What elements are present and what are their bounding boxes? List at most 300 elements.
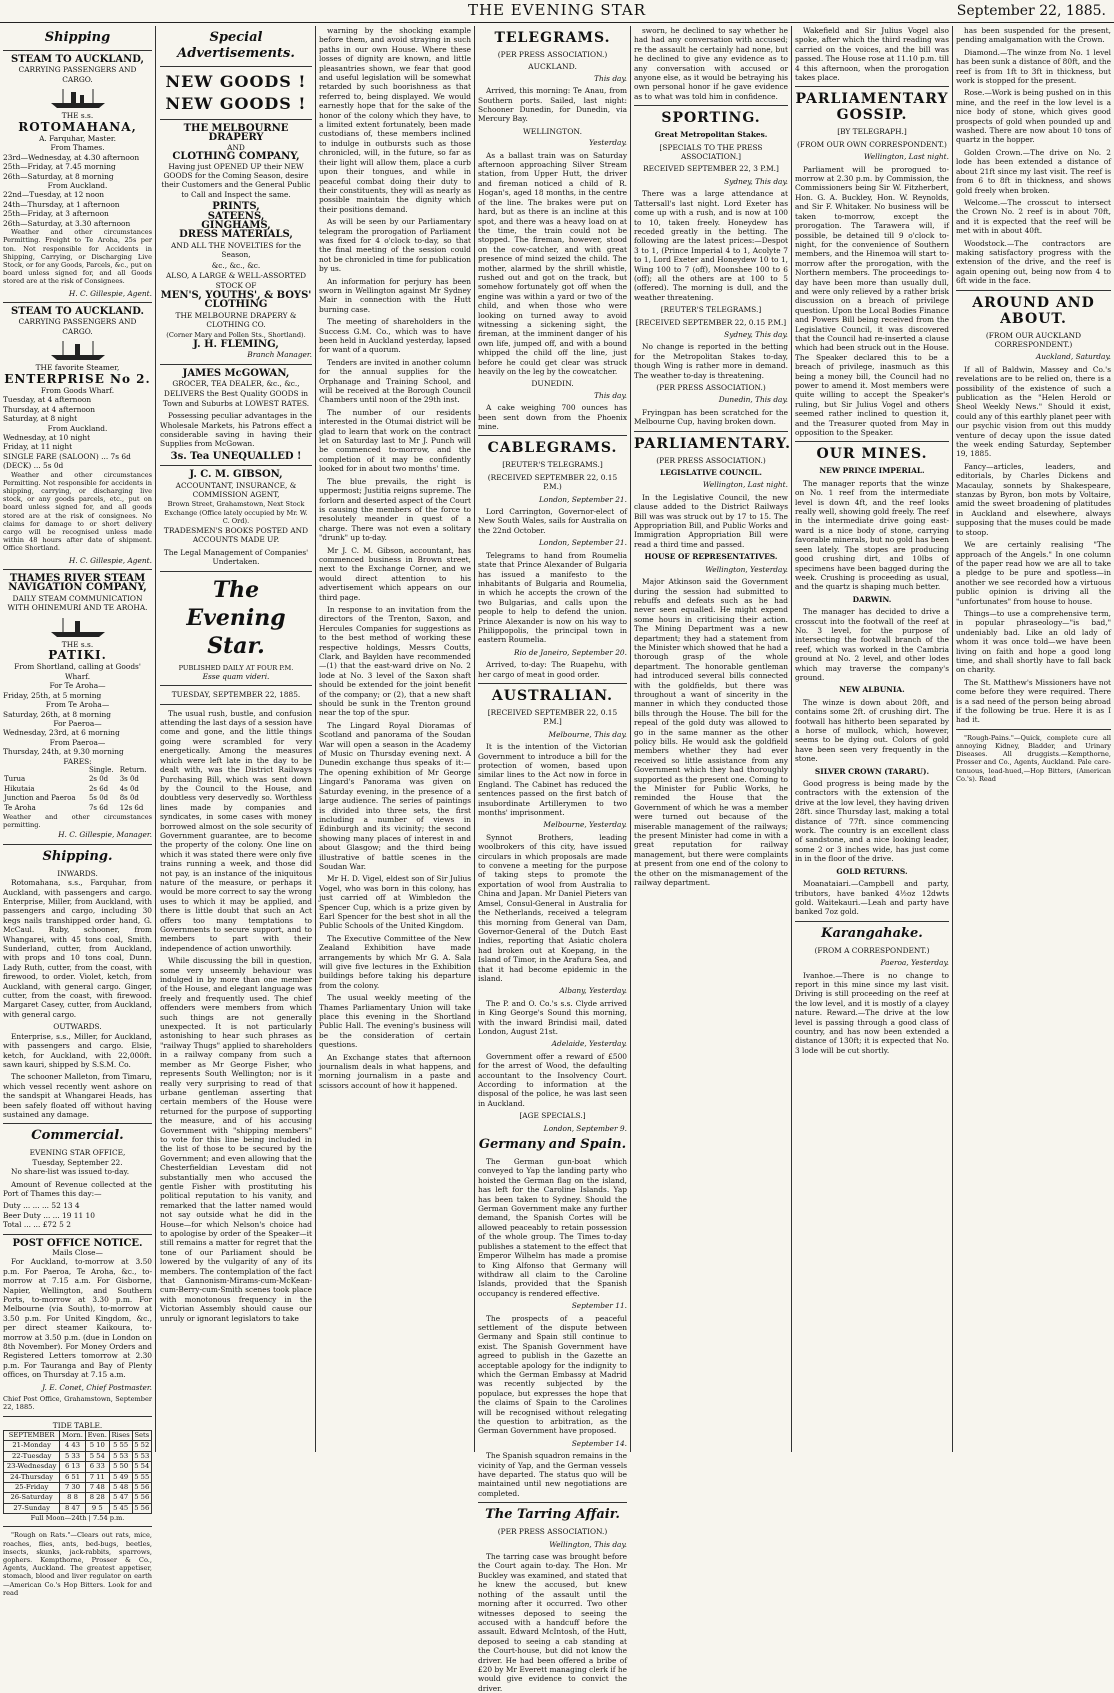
table-cell: 5 53: [109, 1451, 132, 1461]
table-row: [4, 1472, 152, 1482]
masthead-title: THE EVENING STAR: [467, 1, 647, 19]
table-cell: 25-Friday: [4, 1482, 60, 1492]
source-note: (PER PRESS ASSOCIATION.): [656, 455, 766, 465]
divider: [634, 105, 788, 106]
dateline: Auckland, Saturday.: [1035, 352, 1111, 362]
mine-name: NEW PRINCE IMPERIAL.: [819, 466, 925, 476]
news-paragraph: Lord Carrington, Governor-elect of New South Wales, sails for Australia on the 22nd October.: [478, 507, 627, 535]
ad-subtitle: CARRYING PASSENGERS AND CARGO.: [18, 317, 137, 336]
dateline: Wellington, This day.: [549, 1539, 627, 1549]
motto: Esse quam videri.: [202, 671, 270, 681]
schedule-line: Tuesday, at 4 afternoon: [3, 395, 92, 405]
dateline: Sydney, This day.: [724, 176, 788, 186]
schedule-line: 26th—Saturday, at 3.30 afternoon: [3, 218, 131, 228]
divider: [795, 441, 949, 442]
advertiser-role: GROCER, TEA DEALER, &c., &c.,: [172, 378, 300, 388]
news-paragraph: Tenders are invited in another column for the annual supplies for the Orphanage and Training School, and will be received at the Borough Council Chambers until noon of the 29th inst.: [319, 357, 471, 405]
new-goods-heading: NEW GOODS ! NEW GOODS !: [165, 72, 307, 113]
table-cell: 8 47: [60, 1503, 86, 1513]
sub-heading: INWARDS.: [57, 868, 98, 878]
source-note: (FROM OUR OWN CORRESPONDENT.): [797, 139, 947, 149]
office-date: Tuesday, September 22.: [32, 1157, 123, 1167]
fare-line: SINGLE FARE (SALOON) ... 7s 6d: [3, 451, 131, 461]
schedule-line: Wednesday, at 10 night: [3, 432, 91, 442]
news-paragraph: The usual weekly meeting of the Thames Parliamentary Union will take place this evening in the Shortland Public Hall. The evening's business will be the consideration of certain questions.: [319, 993, 471, 1050]
divider: [956, 729, 1111, 730]
news-paragraph: In the Legislative Council, the new clause added to the District Railways Bill was was struck out by 17 to 15. The Appropriation Bill, and Public Works and Immigration Appropriation Bill were read a third time and passed.: [634, 492, 788, 549]
news-paragraph: Fryingpan has been scratched for the Melbourne Cup, having broken down.: [634, 407, 788, 427]
table-cell: 6 13: [60, 1462, 86, 1472]
news-paragraph: Diamond.—The winze from No. 1 level has been sunk a distance of 80ft, and the reef is from 1ft to 3ft in thickness, but work is stopped for the present.: [956, 47, 1111, 86]
table-row: [3, 804, 152, 813]
table-cell: 5 54: [132, 1462, 151, 1472]
divider: [160, 119, 312, 120]
news-paragraph: Mr J. C. M. Gibson, accountant, has commenced business in Brown street, next to the Exchange Corner, and we would direct attention to his advertisement which appears on our third page.: [319, 545, 471, 602]
table-cell: 27-Sunday: [4, 1503, 60, 1513]
news-paragraph: The Executive Committee of the New Zealand Exhibition have made arrangements by which Mr G. A. Sala will give five lectures in the Exhibition buildings before taking his departure from the colony.: [319, 933, 471, 990]
company-name: THE MELBOURNE DRAPERY & CLOTHING CO.: [175, 310, 297, 330]
news-paragraph: The blue prevails, the right is uppermost; Justitia reigns supreme. The forlorn and deserted aspect of the Court is causing the members of the force to resolutely meander in quest of a charge. There was not even a solitary "drunk" up to-day.: [319, 476, 471, 543]
dateline: London, September 9.: [543, 1123, 627, 1133]
masthead: [0, 0, 1114, 23]
news-paragraph: If all of Baldwin, Massey and Co.'s revelations are to be relied on, there is a possibility of the existence of such a publication as the "Helen Herold or Sheol Weekly News." Should it exist, could any of this earthly planet peer with our psychic vision from out this muddy venture of decay upon the issue dated the week ending Saturday, September 19, 1885.: [956, 364, 1111, 459]
schedule-line: Saturday, at 8 night: [3, 414, 78, 424]
news-paragraph: Government offer a reward of £500 for the arrest of Wood, the defaulting accountant to the Insolvency Court. According to information at the disposal of the police, he was last seen in Auckland.: [478, 1051, 627, 1108]
news-paragraph: There was a large attendance at Tattersall's last night. Lord Exeter has come up with a rush, and is now at 100 to 10, taken freely. Honeydew has receded greatly in the betting. The following are the latest prices:—Despot 3 to 1, (Prince Imperial 4 to 1, Acolyte 7 to 1, Lord Exeter and Honeydew 10 to 1, Wing 100 to 7 (off), Moonshee 100 to 6 (off); all the others are at 100 to 5 (offered). The morning is dull, and the weather threatening.: [634, 189, 788, 302]
news-paragraph: Good progress is being made by the contractors with the extension of the drive at the low level, they having driven 28ft. since Thursday last, making a total distance of 77ft. since commencing work. The country is an excellent class of sandstone, and a nice looking leader, some 2 or 3 inches wide, has just come in in the floor of the drive.: [795, 779, 949, 864]
divider: [160, 66, 312, 67]
news-paragraph: Moanataiari.—Campbell and party, tributors, have banked 4½oz 12dwts gold. Waitekauri.—Leah and party have banked 7oz gold.: [795, 879, 949, 917]
received-note: [RECEIVED SEPTEMBER 22, 0.15 P.M.]: [487, 707, 618, 727]
news-paragraph: A cake weighing 700 ounces has been sent down from the Phoenix mine.: [478, 403, 627, 432]
ad-prefix: THE s.s.: [61, 639, 94, 649]
schedule-line: 22nd—Tuesday, at 12 noon: [3, 190, 105, 200]
publication-note: PUBLISHED DAILY AT FOUR P.M.: [178, 663, 294, 672]
table-row: [4, 1451, 152, 1461]
table-cell: 5 33: [60, 1451, 86, 1461]
dateline: Adelaide, Yesterday.: [551, 1039, 627, 1049]
article-heading: LEGISLATIVE COUNCIL.: [660, 468, 762, 478]
section-heading: Commercial.: [31, 1128, 124, 1144]
divider: [478, 435, 627, 436]
editorial-paragraph: While discussing the bill in question, some very unseemly behaviour was indulged in by more than one member of the House, and elegant language was freely and frequently used. The chief offenders were members from which such things are not generally unexpected. It is not particularly astonishing to hear such phrases as "railway Thugs" applied to shareholders in a railway company from such a member as Mr George Fisher, who represents South Wellington; nor is it really very surprising to read of that urbane gentleman asserting that certain members of the House were returned for the purpose of supporting the measure, and of his accusing Government with "shipping members" to vote for this line being included in the list of those to be secured by the Government; and even allowing that the Chesterfieldian Levestam did not substantially men who accused the gentle Fisher with prostituting his political reputation to his vanity, and remarked that the latter named would not say outside what he did in the House—for which Nelson's choice had to apologise by order of the Speaker—it still remains a matter for regret that the tone of our Parliament should be lowered by the vulgarity of any of its members. The contemplation of the fact that Gannonism-Mirams-cum-McKean-cum-Berry-cum-Smith scenes took place with monotonous frequency in the Victorian Assembly should cause our unruly or ignorant legislators to take: [160, 956, 312, 1323]
company-name-and: AND: [227, 142, 245, 152]
table-header: Rises: [109, 1430, 132, 1440]
tide-table: [3, 1430, 152, 1514]
divider: [3, 302, 152, 303]
table-header: Sets: [132, 1430, 151, 1440]
ship-name: PATIKI.: [48, 648, 107, 663]
advertiser-role: ACCOUNTANT, INSURANCE, & COMMISSION AGENT,: [175, 480, 297, 500]
table-row: [4, 1462, 152, 1472]
news-paragraph: The number of our residents interested in the Otumai district will be glad to learn that work on the contract let on Saturday last to Mr J. Punch will be commenced to-morrow, and the completion of it may be confidently looked for in about two months' time.: [319, 407, 471, 474]
schedule-heading: From Auckland.: [47, 423, 108, 433]
table-cell: 5 50: [109, 1462, 132, 1472]
section-heading: Shipping.: [42, 848, 113, 864]
news-paragraph: The meeting of shareholders in the Success G.M. Co., which was to have been held in Auckland yesterday, lapsed for want of a quorum.: [319, 317, 471, 355]
around-heading: AROUND AND ABOUT.: [972, 294, 1095, 327]
table-cell: 5 45: [109, 1503, 132, 1513]
table-cell: 6 33: [85, 1462, 109, 1472]
news-paragraph: Fancy—articles, leaders, and editorials, by Charles Dickens and Macaulay, sonnets by Shakespeare, stanzas by Byron, bon mots by Voltaire, amid the sweet broadening of platitudes in Auckland and elsewhere, always supposing that the muses could be made to stoop.: [956, 461, 1111, 537]
steamship-icon: [49, 87, 107, 109]
dateline: Wellington, Last night.: [702, 480, 788, 490]
tea-ad: 3s. Tea UNEQUALLED !: [170, 450, 302, 462]
news-paragraph: As a ballast train was on Saturday afternoon approaching Silver Stream station, from Upper Hutt, the driver and fireman noticed a child of R. Hogan's, aged 18 months, in the centre of the line. The brakes were put on hard, but as there is an incline at this spot, and there was a heavy load on at the time, the train could not be stopped. The fireman, however, stood on the cow-catcher, and with great presence of mind seized the child. The mother, alarmed by the shrill whistle, rushed out and got on the track, but somehow fortunately got off when the engine was within a yard or two of the child, and when those who were looking on turned away to avoid witnessing a sickening sight, the fireman, at the imminent danger of his own life, jumped off, and with a bound whipped the child off the line, just before he could get clear was struck heavily on the leg by the cowcatcher.: [478, 150, 627, 376]
masthead-date: September 22, 1885.: [956, 3, 1106, 19]
table-cell: 5 10: [85, 1441, 109, 1451]
table-cell: 5 55: [132, 1472, 151, 1482]
news-paragraph: The manager has decided to drive a crosscut into the footwall of the reef at No. 3 level, for the purpose of intersecting the footwall branch of the reef, which was worked in the Cambria ground at No. 2 level, and other lodes which may traverse the company's ground.: [795, 607, 949, 682]
table-cell: 2s 6d: [88, 784, 109, 793]
gossip-heading: PARLIAMENTARY GOSSIP.: [795, 91, 949, 124]
article-heading: HOUSE OF REPRESENTATIVES.: [644, 552, 778, 562]
post-office-sub: Mails Close—: [52, 1248, 103, 1258]
table-cell: 9 5: [85, 1503, 109, 1513]
shipping-outwards: Enterprise, s.s., Miller, for Auckland, with passengers and cargo. Elsie, ketch, for Auckland, with 22,000ft. sawn kauri, shipped by S.S.M. Co.: [3, 1031, 152, 1069]
table-row: [4, 1482, 152, 1492]
source-note: (PER PRESS ASSOCIATION.): [656, 383, 766, 392]
table-cell: 3s 0d: [119, 775, 139, 784]
office-note: No share-list was issued to-day.: [11, 1167, 130, 1177]
schedule-line: 25th—Friday, at 7.45 morning: [3, 162, 116, 172]
schedule-heading: From Te Aroha—: [45, 700, 110, 710]
ad-agent: H. C. Gillespie, Agent.: [68, 288, 152, 298]
post-office-title: POST OFFICE NOTICE.: [12, 1237, 143, 1249]
news-paragraph: has been suspended for the present, pending amalgamation with the Crown.: [956, 26, 1111, 45]
received-note: (RECEIVED SEPTEMBER 22, 0.15 P.M.): [487, 472, 618, 492]
table-cell: 8s 0d: [119, 794, 139, 803]
schedule-line: Saturday, 26th, at 8 morning: [3, 709, 111, 719]
news-paragraph: Mr H. D. Vigel, eldest son of Sir Julius Vogel, who was born in this colony, has just carried off at Wimbledon the Spencer Cup, which is a prize given by Earl Spencer for the best shot in all the Public Schools of the United Kingdom.: [319, 874, 471, 931]
divider: [634, 431, 788, 432]
source-note: (PER PRESS ASSOCIATION.): [497, 50, 608, 59]
table-cell: Te Aroha: [4, 803, 36, 812]
divider: [160, 685, 312, 686]
fare-line: (DECK) ... 5s 0d: [3, 461, 64, 471]
source-note: [REUTER'S TELEGRAMS.]: [660, 305, 762, 315]
column-gossip-mines: [792, 26, 953, 1452]
source-note: [SPECIALS TO THE PRESS ASSOCIATION.]: [659, 142, 763, 162]
table-cell: 5 47: [109, 1493, 132, 1503]
steamship-icon: [49, 339, 107, 361]
table-cell: 7s 6d: [88, 803, 109, 812]
divider: [795, 86, 949, 87]
news-paragraph: Synnot Brothers, leading woolbrokers of this city, have issued circulars in which proposals are made to convene a meeting for the purpose of taking steps to promote the exportation of wool from Australia to China and Japan. Mr Daniel Pieters van Amsel, Consul-General in Australia for the Netherlands, received a telegram this morning from General van Dam, Governor-General of the Dutch East Indies, reporting that Asiatic cholera had broken out at Koepang, in the Island of Timor, in the Arafura Sea, and that it had become epidemic in the island.: [478, 832, 627, 983]
dateline: Rio de Janeiro, September 20.: [514, 647, 627, 657]
news-paragraph: Woodstock.—The contractors are making satisfactory progress with the extension of the drive, and the reef is again opening out, being now from 4 to 6ft wide in the face.: [956, 238, 1111, 286]
dateline: Wellington, Yesterday.: [705, 564, 788, 574]
divider: [3, 569, 152, 570]
news-paragraph: In response to an invitation from the directors of the Trenton, Saxon, and Hercules Companies for suggestions as to the best method of working these respective holdings, Messrs Coutts, Clark, and Baylden have recommended—(1) that the east-ward drive on No. 2 lode at No. 3 level of the Saxon shaft should be extended for the joint benefit of the company; or (2), that a new shaft should be sunk in the Trenton ground near the top of the spur.: [319, 604, 471, 718]
news-paragraph: Things—to use a comprehensive term, in popular phraseology—"is bad," undeniably bad. Like an old lady of whom it was once told—we have been living on faith and hope a good long time, and shall shortly have to fall back on charity.: [956, 608, 1111, 675]
company-name: THE MELBOURNE DRAPERY: [183, 123, 289, 144]
dateline: DUNEDIN.: [531, 379, 574, 389]
dateline: AUCKLAND.: [528, 62, 577, 72]
revenue-intro: Amount of Revenue collected at the Port of Thames this day:—: [3, 1179, 152, 1198]
news-paragraph: sworn, he declined to say whether he had had any conversation with accused; re the assault he certainly had none, but he declined to give any evidence as to any conversation with accused or anyone else, as it would be betraying his own personal honor if he gave evidence as to what was told him in confidence.: [634, 26, 788, 101]
dateline: September 11.: [571, 1301, 627, 1311]
ship-master: A. Farquhar, Master.: [39, 134, 116, 144]
news-paragraph: An Exchange states that afternoon journalism deals in what happens, and morning journalism in a paste and scissors account of how it happened.: [319, 1052, 471, 1090]
section-heading: Special Advertisements.: [177, 30, 295, 61]
ad-patiki: [3, 574, 152, 840]
table-cell: Hikutaia: [4, 784, 35, 793]
table-row: [3, 775, 152, 784]
mines-heading: OUR MINES.: [816, 446, 928, 463]
advertiser-name: J. C. M. GIBSON,: [189, 469, 283, 481]
dateline: Melbourne, Yesterday.: [543, 820, 627, 830]
source-note: [AGE SPECIALS.]: [519, 1111, 586, 1121]
dateline-time: This day.: [594, 73, 627, 83]
manager-name: J. H. FLEMING,: [193, 338, 279, 350]
source-note: [BY TELEGRAPH.]: [837, 127, 907, 137]
product-line: DRESS MATERIALS,: [179, 229, 293, 241]
received-note: RECEIVED SEPTEMBER 22, 3 P.M.]: [643, 164, 779, 174]
news-paragraph: Telegrams to hand from Roumelia state that Prince Alexander of Bulgaria has issued a manifesto to the inhabitants of Bulgaria and Roumelia, in which he accepts the crown of the two Bulgarias, and calls upon the people to help to defend the union. Prince Alexander is now on his way to Philippopolis, the principal town in eastern Roumelia.: [478, 550, 627, 645]
column-telegrams: [475, 26, 631, 1693]
news-paragraph: The St. Matthew's Missioners have not come before they were required. There is a sad need of the person being abroad if the following be true. Here it is as I had it.: [956, 677, 1111, 725]
parliamentary-heading: PARLIAMENTARY.: [634, 435, 792, 452]
gold-returns-heading: GOLD RETURNS.: [836, 866, 908, 876]
news-paragraph: It is the intention of the Victorian Government to introduce a bill for the protection of women, based upon similar lines to the Act now in force in England. The Cabinet has reduced the sentences passed on the first batch of insubordinate Artillerymen to two months' imprisonment.: [478, 742, 627, 818]
revenue-total: Total ... ... £72 5 2: [3, 1220, 71, 1230]
dateline: Wellington, Last night.: [863, 152, 949, 162]
footer-advert: "Rough on Rats."—Clears out rats, mice, roaches, flies, ants, bed-bugs, beetles, insects, skunks, jack-rabbits, sparrows, gophers. Kempthorne, Prosser & Co., Agents, Auckland. The greatest appetiser, stomach, blood and liver regulator on earth—American Co.'s Hop Bitters. Look for and read: [3, 1531, 152, 1597]
news-paragraph: warning by the shocking example before them, and avoid straying in such paths in our own House. Where these losses of dignity are known, and little pleasantries shown, we fear that good and useful legislation will be somewhat retarded by such boorishness as that referred to, being displayed. We would earnestly hope that for the sake of the honor of the colony which they have, to a limited extent fortunately, been made custodians of, these members inclined to indulge in outbursts such as those chronicled, will, in the future, so far as their light will allow them, place a curb upon their tongues, and while in peaceful combat doing their duty to their constituents, they will as nearly as possible maintain the dignity which their positions demand.: [319, 26, 471, 214]
column-around-about: [953, 26, 1114, 1452]
received-note: [RECEIVED SEPTEMBER 22, 0.15 P.M.]: [635, 317, 787, 327]
divider: [160, 704, 312, 705]
mine-name: SILVER CROWN (TARARU).: [814, 766, 930, 776]
table-cell: 5 52: [132, 1441, 151, 1451]
news-paragraph: The prospects of a peaceful settlement of the dispute between Germany and Spain still continue to exist. The Spanish Government have agreed to publish in the Gazette an acceptable apology for the indignity to which the German Embassy at Madrid was recently subjected by the populace, but expresses the hope that the claims of Spain to the Carolines will be recognised without relegating the question to arbitration, as the German Government have proposed.: [478, 1313, 627, 1436]
divider: [160, 571, 312, 572]
product-line: ALSO, A LARGE & WELL-ASSORTED STOCK OF: [165, 271, 307, 290]
table-row: [4, 1493, 152, 1503]
ad-text: DELIVERS the Best Quality GOODS in Town and Suburbs at LOWEST RATES.: [162, 389, 310, 408]
schedule-line: 24th—Thursday, at 1 afternoon: [3, 199, 120, 209]
column-local-news: [316, 26, 475, 1452]
news-paragraph: The Lingard Royal Dioramas of Scotland and panorama of the Soudan War will open a season in the Academy of Music on Thursday evening next. A Dunedin exchange thus speaks of it:—The opening exhibition of Mr George Lingard's Panorama was given on Saturday evening, in the presence of a large audience. The series of paintings is divided into three sets, the first including a number of views in Edinburgh and its vicinity; the second showing many places of interest in and about Glasgow; and the third being illustrative of battle scenes in the Soudan War.: [319, 720, 471, 871]
divider: [3, 844, 152, 845]
schedule-heading: From Auckland.: [47, 181, 108, 191]
ad-text: The Legal Management of Companies' Undertaken.: [163, 547, 309, 567]
divider: [3, 1123, 152, 1124]
ad-note: Weather and other circumstances Permitting. Freight to Te Aroha, 25s per ton. Not responsible for Accidents in Shipping, Carrying, or Discharging Live Stock, or for any Goods, Parcels, &c., put on board unless signed for, and all Goods stored are at the risk of Consignees.: [3, 228, 152, 286]
source-note: (FROM A CORRESPONDENT.): [814, 945, 930, 955]
table-header-row: [3, 766, 152, 775]
table-cell: 21-Monday: [4, 1441, 60, 1451]
dateline: London, September 21.: [538, 538, 627, 548]
post-office-sig: J. E. Conet, Chief Postmaster.: [42, 1382, 152, 1392]
ad-note: Weather and other circumstances Permitting. Not responsible for accidents in shipping, carrying, or discharging live stock, or any goods parcels, etc., put on board unless signed for, and all goods stored are at the risk of consignees. No claims for damage to or short delivery cargo will be recognised unless made within 48 hours after date of shipment. Office Shortland.: [3, 470, 152, 553]
news-paragraph: Rose.—Work is being pushed on in this mine, and the reef in the low level is a nice body of stone, which gives good prospects of gold when pounded up and washed. There are now about 10 tons of quartz in the hopper.: [956, 88, 1111, 145]
news-paragraph: Ivanhoe.—There is no change to report in this mine since my last visit. Driving is still proceeding on the reef at the low level, and it is mostly of a clayey nature. Reward.—The drive at the low level is passing through a good class of country, and has now been extended a distance of 130ft; it is expected that No. 3 lode will be cut shortly.: [795, 970, 949, 1055]
column-advertisements: [157, 26, 316, 1452]
post-office-text: For Auckland, to-morrow at 3.50 p.m. For Paeroa, Te Aroha, &c., to-morrow at 7.15 a.m. For Gisborne, Napier, Wellington, and Southern Ports, to-morrow at 3.30 p.m. For Melbourne (via South), to-morrow at 3.50 p.m. For United Kingdom, &c., per direct steamer Kaikoura, to-morrow at 3.50 p.m. (due in London on 8th November). For Money Orders and Registered Letters tomorrow at 2.30 p.m. For Tauranga and Bay of Plenty offices, on Thursday at 7.15 a.m.: [3, 1257, 152, 1380]
table-cell: 5s 0d: [88, 794, 109, 803]
table-cell: 2s 0d: [88, 775, 109, 784]
table-cell: 23-Wednesday: [4, 1462, 60, 1472]
ad-title: STEAM TO AUCKLAND,: [10, 54, 145, 65]
issue-date: TUESDAY, SEPTEMBER 22, 1885.: [171, 690, 301, 700]
schedule-line: Friday, 25th, at 5 morning: [3, 690, 102, 700]
table-cell: 22-Tuesday: [4, 1451, 60, 1461]
office-title: EVENING STAR OFFICE,: [29, 1148, 126, 1158]
ad-subtitle: CARRYING PASSENGERS AND CARGO.: [18, 65, 137, 84]
ship-name: ROTOMAHANA,: [18, 119, 137, 134]
news-paragraph: Wakefield and Sir Julius Vogel also spoke, after which the third reading was carried on the voices, and the bill was passed. The House rose at 11.10 p.m. till 4 this afternoon, when the prorogation takes place.: [795, 26, 949, 83]
ad-agent: H. C. Gillespie, Manager.: [58, 830, 152, 840]
divider: [3, 1234, 152, 1235]
table-row: [4, 1503, 152, 1513]
divider: [3, 1526, 152, 1527]
sporting-heading: SPORTING.: [661, 110, 761, 127]
table-cell: 5 56: [132, 1493, 151, 1503]
dateline: Sydney, This day.: [724, 329, 788, 339]
dateline-time: Yesterday.: [589, 138, 627, 148]
source-note: [REUTER'S TELEGRAMS.]: [502, 460, 603, 470]
schedule-heading: From Goods Wharf.: [40, 385, 115, 395]
table-row: [3, 794, 152, 803]
product-line: AND ALL THE NOVELTIES for the Season,: [171, 240, 301, 260]
table-cell: 5 54: [85, 1451, 109, 1461]
shipping-inwards: Rotomahana, s.s., Farquhar, from Auckland, with passengers and cargo. Enterprise, Miller, from Auckland, with passengers and cargo, including 30 kegs nails transhipped order hand, G. McCaul. Ruby, schooner, from Whangarei, with 45 tons coal, Smith. Sunderland, cutter, from Auckland, with props and 10 tons coal, Dunn. Lady Ruth, cutter, from the coast, with firewood, to order. Violet, ketch, from Auckland, with general cargo. Ginger, cutter, from the coast, with firewood. Margaret Casey, cutter, from Auckland, with general cargo.: [3, 878, 152, 1019]
mine-name: NEW ALBUNIA.: [839, 685, 905, 695]
table-header: Single.: [88, 765, 114, 774]
table-cell: 7 30: [60, 1482, 86, 1492]
schedule-heading: From Paeroa—: [49, 737, 106, 747]
table-cell: 7 11: [85, 1472, 109, 1482]
news-paragraph: No change is reported in the betting for the Metropolitan Stakes to-day, though Wing is rather more in demand. The weather to-day is threatening.: [634, 342, 788, 380]
article-heading: Great Metropolitan Stakes.: [654, 130, 768, 140]
divider: [3, 1416, 152, 1417]
news-paragraph: The P. and O. Co.'s s.s. Clyde arrived in King George's Sound this morning, with the inward Brindisi mail, dated London, August 21st.: [478, 998, 627, 1036]
table-row: [3, 785, 152, 794]
shipping-note: The schooner Malleton, from Timaru, which vessel recently went ashore on the sandspit at Whangarei Heads, has been safely floated off without having sustained any damage.: [3, 1072, 152, 1119]
news-paragraph: The German gun-boat which conveyed to Yap the landing party who hoisted the German flag on the island, has left for the Caroline Islands. Yap has been taken to Sydney. Should the German Government make any further demand, the Spanish Cortes will be allowed peaceably to retain possession of the whole group. The Times to-day publishes a statement to the effect that Emperor Wilhelm has made a promise to King Alfonso that Germany will withdraw all claim to the Caroline Islands, provided that the Spanish occupancy is rendered effective.: [478, 1157, 627, 1298]
divider: [478, 683, 627, 684]
ad-prefix: THE favorite Steamer,: [35, 363, 120, 373]
dateline: September 14.: [571, 1438, 627, 1448]
tide-note: Full Moon—24th | 7.54 p.m.: [30, 1514, 125, 1523]
sub-heading: OUTWARDS.: [53, 1022, 102, 1032]
table-header-row: [4, 1430, 152, 1440]
divider: [3, 50, 152, 51]
divider: [956, 290, 1111, 291]
product-line: PRINTS,: [212, 201, 260, 213]
ad-subtitle: DAILY STEAM COMMUNICATION WITH OHINEMURI AND TE AROHA.: [7, 593, 148, 613]
table-cell: 5 48: [109, 1482, 132, 1492]
schedule-line: Thursday, 24th, at 9.30 morning: [3, 747, 124, 757]
article-heading: Karangahake.: [821, 925, 923, 941]
product-line: MEN'S, YOUTHS', & BOYS' CLOTHING: [160, 289, 312, 311]
section-heading: Shipping: [44, 30, 111, 45]
table-header: Even.: [85, 1430, 109, 1440]
table-cell: 24-Thursday: [4, 1472, 60, 1482]
dateline: Albany, Yesterday.: [559, 986, 627, 996]
table-cell: Turua: [4, 775, 26, 784]
product-line: SATEENS,: [207, 210, 265, 222]
news-paragraph: We are certainly realising "The approach of the Angels." In one column of the paper read how we are all to take a pledge to be pure and spotless—in another we see recorded how a virtuous public opinion is driving all the "unfortunates" from house to house.: [956, 540, 1111, 606]
product-line: &c., &c., &c.: [211, 260, 261, 270]
ad-agent: H. C. Gillespie, Agent.: [68, 555, 152, 565]
ship-name: ENTERPRISE No 2.: [4, 371, 151, 386]
table-header: SEPTEMBER: [4, 1430, 60, 1440]
table-cell: 7 48: [85, 1482, 109, 1492]
dateline: WELLINGTON.: [522, 126, 582, 136]
dateline-time: This day.: [594, 390, 627, 400]
article-heading: The Tarring Affair.: [485, 1507, 620, 1523]
advertiser-name: JAMES McGOWAN,: [182, 367, 290, 379]
schedule-line: Wednesday, 23rd, at 6 morning: [3, 728, 120, 738]
table-cell: Junction and Paeroa: [4, 794, 76, 803]
revenue-line: Beer Duty ... ... 19 11 10: [3, 1210, 95, 1220]
mine-name: DARWIN.: [852, 594, 892, 604]
table-cell: 8 28: [85, 1493, 109, 1503]
post-office-date: Chief Post Office, Grahamstown, September 22, 1885.: [3, 1395, 152, 1412]
news-paragraph: Arrived, to-day: The Ruapehu, with her cargo of meat in good order.: [478, 660, 627, 679]
dateline: Dunedin, This day.: [718, 395, 788, 405]
news-paragraph: The winze is down about 20ft, and contains some 2ft. of crushing dirt. The footwall has hitherto been separated by a horse of mullock, which, however, seems to be dying out. Colors of gold have been seen very frequently in the stone.: [795, 697, 949, 764]
table-cell: 8 8: [60, 1493, 86, 1503]
news-paragraph: Parliament will be prorogued to-morrow at 2.30 p.m. by Commission, the Commissioners being Sir W. Fitzherbert, Hon. G. A. Buckley, Hon. W. Reynolds, and Sir F. Whitaker. No business will be taken to-morrow, except the prorogation. The Tarawera will, if possible, be detained till 9 o'clock to-night, for the convenience of Southern members, and the Hinemoa will start to-morrow after the prorogation, with the Northern members. The proceedings to-day have been more than usually dull, and were only relieved by a rather brisk discussion on a breach of privilege question. Upon the Local Bodies Finance and Powers Bill being received from the Legislative Council, it was discovered that the Council had re-inserted a clause which had been struck out in the House. The Speaker declared this to be a breach of privilege, inasmuch as this being a money bill, the Council had no power to amend it. Most members were quite willing to accept the Speaker's ruling, but Sir Julius Vogel and others seemed rather inclined to question it, and the Treasurer quoted from May in opposition to the Speaker.: [795, 164, 949, 438]
manager-role: Branch Manager.: [247, 350, 312, 360]
ad-note: Weather and other circumstances permitting.: [3, 812, 152, 830]
editorial-paragraph: The usual rush, bustle, and confusion attending the last days of a session have come and gone, and the little things going were scrambled for very energetically. Among the measures which were left late in the day to be dealt with, was the District Railways Purchasing Bill, which was sent down by the Council to the House, and doubtless very deservedly so. Worthless lines made by companies and syndicates, in some cases with money borrowed almost on the sole security of Government guarantee, are to become the property of the colony. One line on which it was stated there were only five trains running a week, and those did not pay, is an instance of the iniquitous nature of the measure, or perhaps it would be more correct to say the wrong uses to which it may be applied, and there is little doubt that such an Act offers too many temptations to Governments to secure support, and to members to part with their independence of action unworthily.: [160, 708, 312, 953]
news-paragraph: An information for perjury has been sworn in Wellington against Mr Sydney Mair in connection with the Hutt burning case.: [319, 276, 471, 314]
schedule-line: 23rd—Wednesday, at 4.30 afternoon: [3, 152, 140, 162]
schedule-line: 26th—Saturday, at 8 morning: [3, 171, 114, 181]
table-cell: 5 55: [109, 1441, 132, 1451]
schedule-line: Friday, at 11 night: [3, 442, 73, 452]
news-paragraph: Arrived, this morning: Te Anau, from Southern ports. Sailed, last night: Schooner Dunedin, for Dunedin, via Mercury Bay.: [478, 86, 627, 124]
table-cell: 6 51: [60, 1472, 86, 1482]
schedule-heading: For Paeroa—: [53, 718, 102, 728]
news-paragraph: The tarring case was brought before the Court again to-day. The Hon. Mr Buckley was examined, and stated that he knew the accused, but knew nothing of the assault until the morning after it occurred. Two other witnesses deposed to seeing the accused with a handcuff before the assault. Edward McIntosh, of the Hutt, deposed to seeing a cab standing at the Court-house, but did not know the driver. He had been offered a bribe of £20 by Mr Everett managing clerk if he would give evidence to convict the driver.: [478, 1552, 627, 1693]
dateline: Melbourne, This day.: [548, 729, 627, 739]
news-paragraph: Welcome.—The crosscut to intersect the Crown No. 2 reef is in about 70ft, and it is expected that the reef will be met with in about 40ft.: [956, 197, 1111, 236]
table-cell: 5 56: [132, 1503, 151, 1513]
news-paragraph: The Spanish squadron remains in the vicinity of Yap, and the German vessels have departed. The status quo will be maintained until new negotiations are completed.: [478, 1451, 627, 1498]
table-cell: 5 49: [109, 1472, 132, 1482]
ad-text: Possessing peculiar advantages in the Wholesale Markets, his Patrons effect a considerable saving in having their Supplies from McGowan.: [160, 411, 312, 449]
table-cell: 4 43: [60, 1441, 86, 1451]
ad-title: THAMES RIVER STEAM NAVIGATION COMPANY,: [8, 573, 147, 594]
ad-text: Having just OPENED UP their NEW GOODS for the Coming Season, desire their Customers and the General Public to Call and Inspect the same.: [161, 161, 311, 199]
source-note: (FROM OUR AUCKLAND CORRESPONDENT.): [985, 330, 1082, 349]
news-paragraph: Major Atkinson said the Government during the session had submitted to rebuffs and defeats such as he had never seen equalled. He might expend some hours in criticising their action. The Mining Department was a new department; they had a statement from the Minister which showed that he had a thorough grasp of the whole department. The honorable gentleman had introduced several bills connected with the goldfields, but there was throughout a want of sincerity in the manner in which they conducted those bills through the House. The bill for the repeal of the gold duty was allowed to go in the same manner as the other policy bills. He would ask the goldfield members whether they had ever received so little assistance from any Government which they had thoroughly supported as the present one. Coming to the Minister for Public Works, he reminded the House that the Government of which he was a member were turned out because of the miserable management of the railways; the present Minister had come in with a great reputation for railway management, but there were complaints at present from one end of the colony to the other on the mismanagement of the railway department.: [634, 577, 788, 888]
ad-enterprise: [3, 307, 152, 565]
table-cell: 12s 6d: [119, 803, 144, 812]
ad-text: TRADESMEN'S BOOKS POSTED AND ACCOUNTS MADE UP.: [163, 526, 309, 545]
schedule-line: Thursday, at 4 afternoon: [3, 404, 96, 414]
tide-title: TIDE TABLE.: [52, 1420, 103, 1430]
table-header: [3, 766, 88, 775]
column-shipping: [0, 26, 156, 1597]
table-cell: 5 56: [132, 1482, 151, 1492]
advertiser-address: Brown Street, Grahamstown, Next Stock Exchange (Office lately occupied by Mr. W. C. Ord).: [164, 500, 308, 525]
steamship-icon: [49, 616, 107, 638]
news-paragraph: Golden Crown.—The drive on No. 2 lode has been extended a distance of about 21ft since my last visit. The reef is from 6 to 8ft in thickness, and shows gold freely when broken.: [956, 147, 1111, 195]
table-cell: 5 53: [132, 1451, 151, 1461]
dateline: Paeroa, Yesterday.: [880, 958, 949, 968]
news-paragraph: As will be seen by our Parliamentary telegram the prorogation of Parliament was fixed for 4 o'clock to-day, so that the final meeting of the session could not be chronicled in time for publication by us.: [319, 217, 471, 274]
product-line: GINGHAMS,: [201, 220, 271, 232]
schedule-line: 25th—Friday, at 3 afternoon: [3, 209, 109, 219]
divider: [478, 1502, 627, 1503]
